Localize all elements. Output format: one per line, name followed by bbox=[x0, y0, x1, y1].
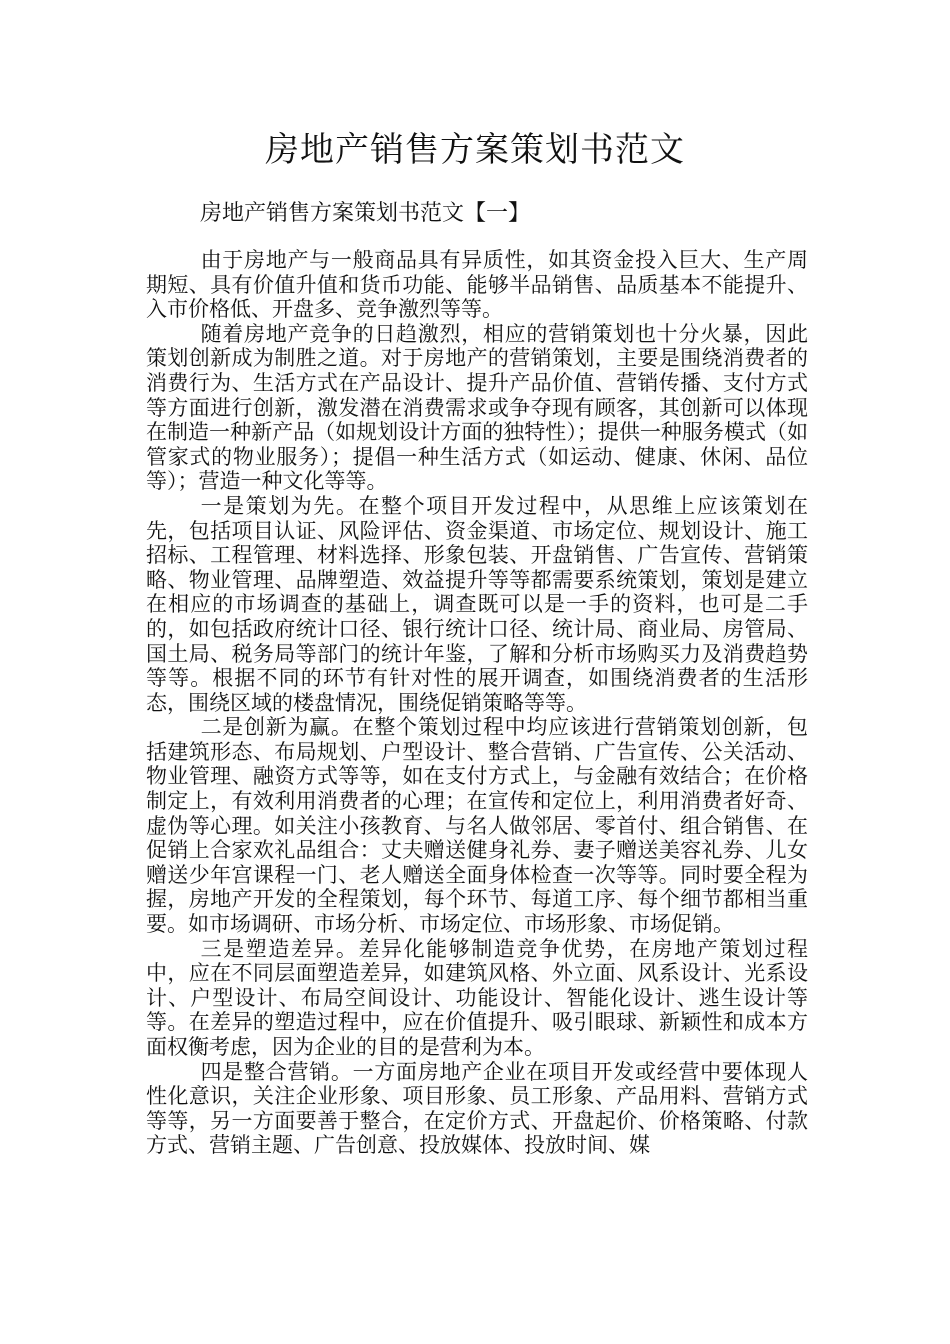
paragraph-integrated-marketing: 四是整合营销。一方面房地产企业在项目开发或经营中要体现人性化意识，关注企业形象、项目形象、员工形象、产品用料、营销方式等等，另一方面要善于整合，在定价方式、开盘起价、价格策略、付款方式、营销主题、广告创意、投放媒体、投放时间、媒 bbox=[146, 1059, 808, 1158]
section-heading: 房地产销售方案策划书范文【一】 bbox=[200, 201, 531, 226]
paragraph-innovation-wins: 二是创新为赢。在整个策划过程中均应该进行营销策划创新，包括建筑形态、布局规划、户型设计、整合营销、广告宣传、公关活动、物业管理、融资方式等等，如在支付方式上，与金融有效结合；在价格制定上，有效利用消费者的心理；在宣传和定位上，利用消费者好奇、虚伪等心理。如关注小孩教育、与名人做邻居、零首付、组合销售、在促销上合家欢礼品组合：丈夫赠送健身礼券、妻子赠送美容礼券、儿女赠送少年宫课程一门、老人赠送全面身体检查一次等等。同时要全程为握，房地产开发的全程策划，每个环节、每道工序、每个细节都相当重要。如市场调研、市场分析、市场定位、市场形象、市场促销。 bbox=[146, 715, 808, 937]
paragraph-innovation: 随着房地产竞争的日趋激烈，相应的营销策划也十分火暴，因此策划创新成为制胜之道。对于房地产的营销策划，主要是围绕消费者的消费行为、生活方式在产品设计、提升产品价值、营销传播、支付方式等方面进行创新，激发潜在消费需求或争夺现有顾客，其创新可以体现在制造一种新产品（如规划设计方面的独特性）；提供一种服务模式（如管家式的物业服务）；提倡一种生活方式（如运动、健康、休闲、品位等）；营造一种文化等等。 bbox=[146, 321, 808, 494]
paragraph-planning-first: 一是策划为先。在整个项目开发过程中，从思维上应该策划在先，包括项目认证、风险评估、资金渠道、市场定位、规划设计、施工招标、工程管理、材料选择、形象包装、开盘销售、广告宣传、营销策略、物业管理、品牌塑造、效益提升等等都需要系统策划，策划是建立在相应的市场调查的基础上，调查既可以是一手的资料，也可是二手的，如包括政府统计口径、银行统计口径、统计局、商业局、房管局、国土局、税务局等部门的统计年鉴，了解和分析市场购买力及消费趋势等等。根据不同的环节有针对性的展开调查，如围绕消费者的生活形态，围绕区域的楼盘情况，围绕促销策略等等。 bbox=[146, 493, 808, 715]
paragraph-differentiation: 三是塑造差异。差异化能够制造竞争优势，在房地产策划过程中，应在不同层面塑造差异，如建筑风格、外立面、风系设计、光系设计、户型设计、布局空间设计、功能设计、智能化设计、逃生设计等等。在差异的塑造过程中，应在价值提升、吸引眼球、新颖性和成本方面权衡考虑，因为企业的目的是营利为本。 bbox=[146, 936, 808, 1059]
document-title: 房地产销售方案策划书范文 bbox=[265, 130, 685, 170]
paragraph-intro: 由于房地产与一般商品具有异质性，如其资金投入巨大、生产周期短、具有价值升值和货币功能、能够半品销售、品质基本不能提升、入市价格低、开盘多、竞争激烈等等。 bbox=[146, 248, 808, 322]
document-body bbox=[146, 248, 808, 1158]
